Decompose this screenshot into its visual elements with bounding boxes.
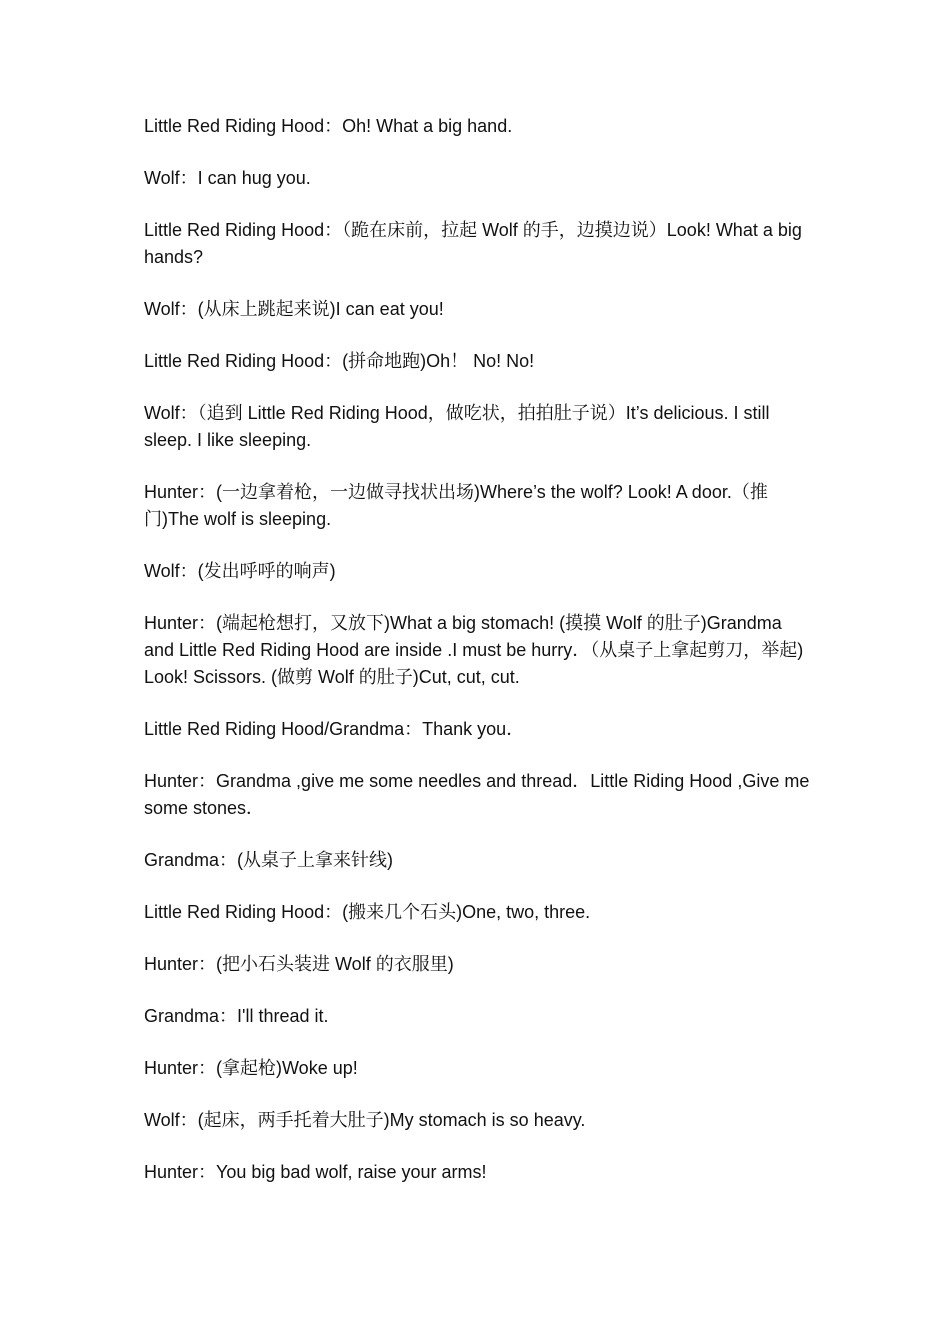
dialogue-line: Wolf：（追到 Little Red Riding Hood，做吃状，拍拍肚子说）It’s delicious. I still sleep. I like sleeping. xyxy=(144,403,770,450)
dialogue-line: Hunter：You big bad wolf, raise your arms! xyxy=(144,1162,487,1182)
dialogue-line: Grandma：(从桌子上拿来针线) xyxy=(144,850,394,870)
script-body xyxy=(144,113,810,1211)
dialogue-line: Hunter：(把小石头装进 Wolf 的衣服里) xyxy=(144,954,454,974)
dialogue-line: Little Red Riding Hood：(搬来几个石头)One, two, three. xyxy=(144,902,591,922)
dialogue-line: Little Red Riding Hood：（跪在床前，拉起 Wolf 的手，边摸边说）Look! What a big hands? xyxy=(144,220,802,267)
dialogue-line: Grandma：I'll thread it. xyxy=(144,1006,329,1026)
dialogue-line: Wolf：(从床上跳起来说)I can eat you! xyxy=(144,299,444,319)
dialogue-line: Hunter：(一边拿着枪，一边做寻找状出场)Where’s the wolf? Look! A door.（推门)The wolf is sleeping. xyxy=(144,482,768,529)
dialogue-line: Wolf：(起床，两手托着大肚子)My stomach is so heavy. xyxy=(144,1110,586,1130)
dialogue-line: Hunter：(拿起枪)Woke up! xyxy=(144,1058,358,1078)
dialogue-line: Wolf：I can hug you. xyxy=(144,168,311,188)
dialogue-line: Little Red Riding Hood：Oh! What a big hand. xyxy=(144,116,513,136)
dialogue-line: Hunter：(端起枪想打，又放下)What a big stomach! (摸摸 Wolf 的肚子)Grandma and Little Red Riding Hood are inside .I must be hurry．（从桌子上拿起剪刀，举起) Look! Scissors. (做剪 Wolf 的肚子)Cut, cut, cut. xyxy=(144,613,804,687)
dialogue-line: Little Red Riding Hood/Grandma：Thank you． xyxy=(144,719,525,739)
dialogue-line: Wolf：(发出呼呼的响声) xyxy=(144,561,336,581)
dialogue-line: Hunter：Grandma ,give me some needles and thread．Little Riding Hood ,Give me some stones． xyxy=(144,771,810,818)
dialogue-line: Little Red Riding Hood：(拼命地跑)Oh！ No! No! xyxy=(144,351,535,371)
